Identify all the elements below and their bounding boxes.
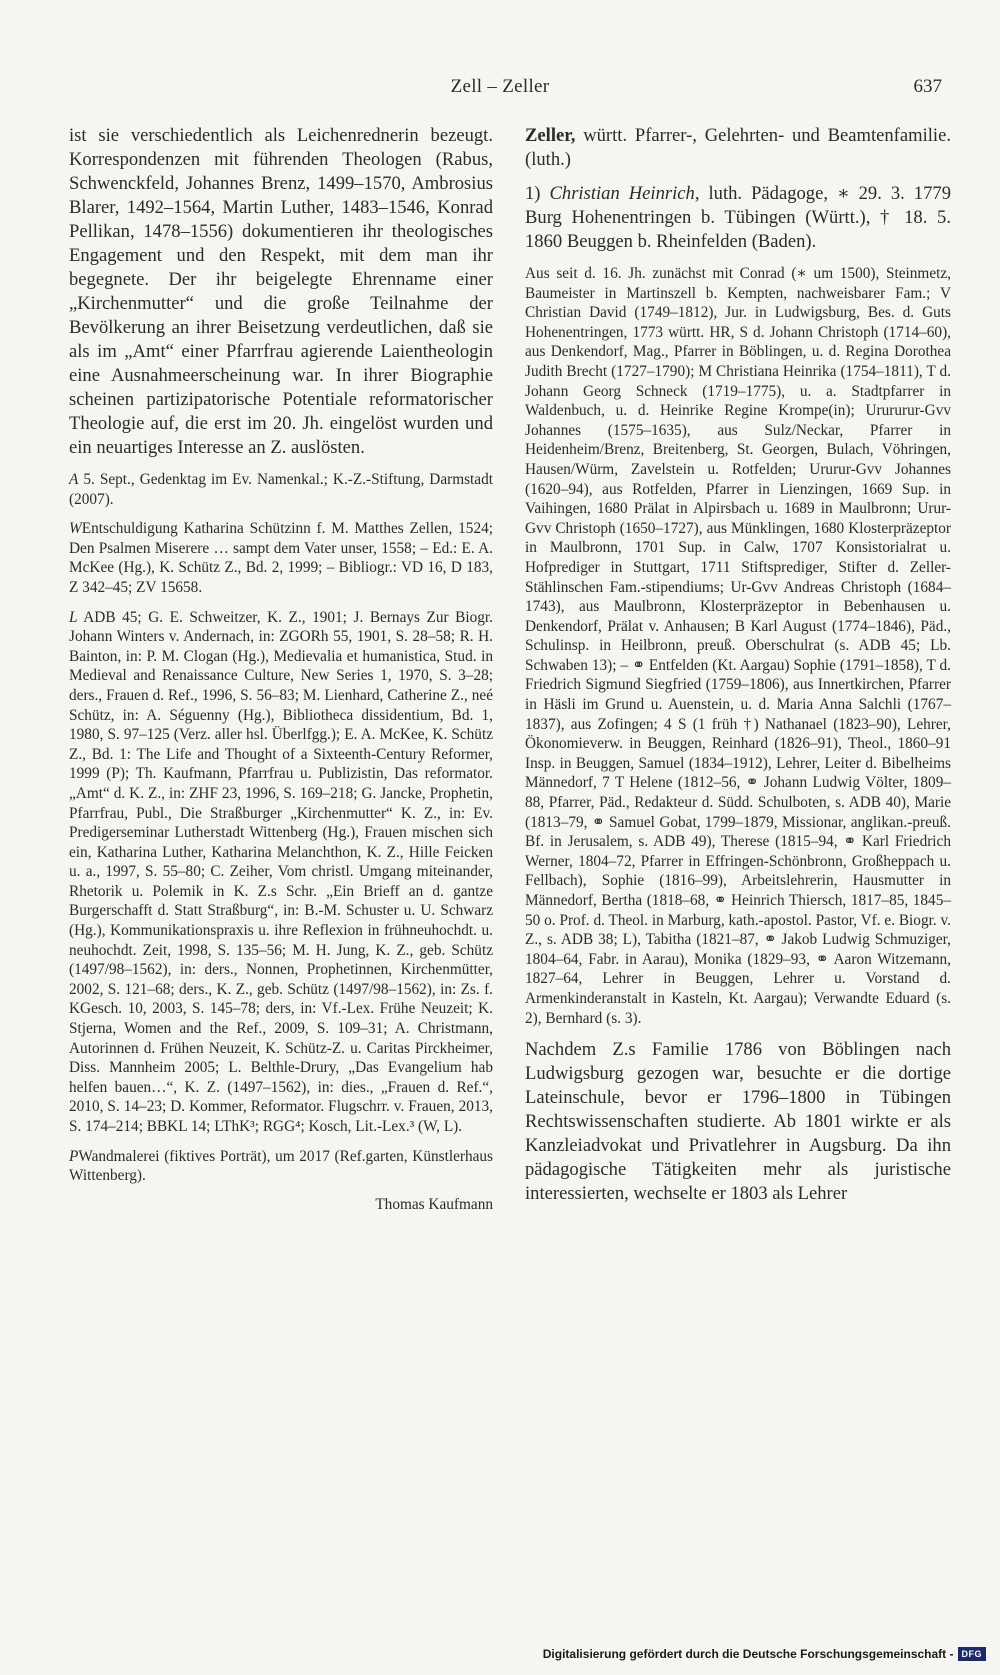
author-signature: Thomas Kaufmann xyxy=(375,1195,493,1213)
right-column xyxy=(525,124,951,1206)
dfg-logo-icon: DFG xyxy=(958,1647,987,1661)
person-name: Christian Heinrich, xyxy=(549,183,700,204)
running-title: Zell – Zeller xyxy=(450,76,550,97)
section-w-label: W xyxy=(69,520,82,538)
page-number: 637 xyxy=(913,76,942,97)
section-p xyxy=(69,1147,493,1186)
article-body-start: Nachdem Z.s Familie 1786 von Böblingen nach Ludwigsburg gezogen war, besuchte er die dortige Lateinschule, bevor er 1796–1800 in Tübingen Rechtswissenschaften studierte. Ab 1801 wirkte er als Kanzleiadvokat und Privatlehrer in Augsburg. Da ihn pädagogische Tätigkeiten mehr als juristische interessierten, wechselte er 1803 als Lehrer xyxy=(525,1039,951,1205)
entry-description: württ. Pfarrer-, Gelehrten- und Beamtenfamilie. (luth.) xyxy=(525,125,951,170)
footer-credit xyxy=(543,1647,986,1661)
section-w-text: Entschuldigung Katharina Schützinn f. M. Matthes Zellen, 1524; Den Psalmen Miserere … sampt dem Vater unser, 1558; – Ed.: E. A. McKee (Hg.), K. Schütz Z., Bd. 2, 1999; – Bibliogr.: VD 16, D 183, Z 342–45; ZV 15658. xyxy=(69,520,493,596)
section-p-text: Wandmalerei (fiktives Porträt), um 2017 (Ref.garten, Künstlerhaus Wittenberg). xyxy=(69,1147,493,1185)
section-a xyxy=(69,470,493,509)
person-heading xyxy=(525,182,951,254)
footer-text: Digitalisierung gefördert durch die Deutsche Forschungsgemeinschaft - xyxy=(542,1647,954,1661)
person-description: luth. Pädagoge, ∗ 29. 3. 1779 Burg Hohenentringen b. Tübingen (Württ.), † 18. 5. 1860 Beuggen b. Rheinfelden (Baden). xyxy=(525,183,951,252)
section-l-label: L xyxy=(69,608,78,626)
entry-heading xyxy=(525,124,951,172)
genealogy-paragraph: Aus seit d. 16. Jh. zunächst mit Conrad (∗ um 1500), Steinmetz, Baumeister in Martinszell b. Kempten, nachweisbarer Fam.; V Christian David (1749–1812), Jur. in Ludwigsburg, Bes. d. Guts Hohenentringen, 1773 württ. HR, S d. Johann Christoph (1714–60), aus Denkendorf, Mag., Pfarrer in Böblingen, u. d. Regina Dorothea Judith Brecht (1727–1790); M Christiana Heinrika (1754–1811), T d. Johann Georg Schneck (1719–1775), u. a. Stadtpfarrer in Waldenbuch, u. d. Heinrike Regine Krompe(in); Urururur-Gvv Johannes (1575–1635), aus Sulz/Neckar, Pfarrer in Heidenheim/Brenz, Breitenberg, St. Georgen, Bulach, Vöhringen, Hausen/Würm, Zavelstein u. Rotfelden; Ururur-Gvv Johannes (1620–94), aus Rotfelden, Pfarrer in Lienzingen, 1669 Sup. in Vaihingen, 1680 Prälat in Alpirsbach u. 1689 in Maulbronn; Urur-Gvv Christoph (1650–1727), aus Münklingen, 1680 Klosterpräzeptor in Maulbronn, 1701 Sup. in Calw, 1707 Konsistorialrat u. Hofprediger in Stuttgart, 1711 Stiftsprediger, Stifter d. Zeller-Stählinschen Fam.-stipendiums; Ur-Gvv Andreas Christoph (1684–1743), aus Maulbronn, Klosterpräzeptor in Bebenhausen u. Denkendorf, Prälat v. Anhausen; B Karl August (1774–1846), Päd., Schulinsp. in Heilbronn, preuß. Oberschulrat (s. ADB 45; Lb. Schwaben 13); – ⚭ Entfelden (Kt. Aargau) Sophie (1791–1858), T d. Friedrich Sigmund Siegfried (1759–1806), aus Innertkirchen, Pfarrer in Häsli im Grund u. Auenstein, u. d. Maria Anna Salchli (1767–1837), aus Zofingen; 4 S (1 früh †) Nathanael (1823–90), Lehrer, Ökonomieverw. in Beuggen, Reinhard (1826–91), Theol., 1860–91 Insp. in Beuggen, Samuel (1834–1912), Lehrer, Leiter d. Bibelheims Männedorf, 7 T Helene (1812–56, ⚭ Johann Ludwig Völter, 1809–88, Pfarrer, Päd., Redakteur d. Südd. Schulboten, s. ADB 40), Marie (1813–79, ⚭ Samuel Gobat, 1799–1879, Missionar, anglikan.-preuß. Bf. in Jerusalem, s. ADB 49), Therese (1815–94, ⚭ Karl Friedrich Werner, 1804–72, Pfarrer in Effringen-Schönbronn, Großheppach u. Fellbach), Sophie (1816–99), Arbeitslehrerin, Hausmutter in Männedorf, Bertha (1818–68, ⚭ Heinrich Thiersch, 1817–85, 1845–50 o. Prof. d. Theol. in Marburg, kath.-apostol. Pastor, Vf. e. Biogr. v. Z., s. ADB 38; L), Tabitha (1821–87, ⚭ Jakob Ludwig Schmuziger, 1804–64, Fabr. in Aarau), Monika (1829–93, ⚭ Aaron Witzemann, 1827–64, Lehrer in Beuggen, Lehrer u. Vorstand d. Armenkinderanstalt in Kasteln, Kt. Aargau); Verwandte Eduard (s. 2), Bernhard (s. 3). xyxy=(525,265,951,1027)
page-header xyxy=(0,76,1000,106)
entry-name: Zeller, xyxy=(525,125,576,146)
section-p-label: P xyxy=(69,1147,79,1165)
section-l-text: ADB 45; G. E. Schweitzer, K. Z., 1901; J. Bernays Zur Biogr. Johann Winters v. Andernach, in: ZGORh 55, 1901, S. 28–58; R. H. Bainton, in: P. M. Clogan (Hg.), Medievalia et humanistica, Stud. in Medieval and Renaissance Culture, New Series 1, 1970, S. 3–28; ders., Frauen d. Ref., 1996, S. 56–83; M. Lienhard, Catherine Z., neé Schütz, in: A. Séguenny (Hg.), Bibliotheca dissidentium, Bd. 1, 1980, S. 97–125 (Verz. aller hsl. Überlfgg.); E. A. McKee, K. Schütz Z., Bd. 1: The Life and Thought of a Sixteenth-Century Reformer, 1999 (P); Th. Kaufmann, Pfarrfrau u. Publizistin, Das reformator. „Amt“ d. K. Z., in: ZHF 23, 1996, S. 169–218; G. Jancke, Prophetin, Pfarrfrau, Publ., Die Straßburger „Kirchenmutter“ K. Z., in: Ev. Predigerseminar Lutherstadt Wittenberg (Hg.), Frauen mischen sich ein, Katharina Luther, Katharina Melanchthon, K. Z., Hille Feicken u. a., 1997, S. 55–80; C. Zeiher, Vom christl. Umgang miteinander, Rhetorik u. Polemik in K. Z.s Schr. „Ein Brieff an d. gantze Burgerschafft d. Statt Straßburg“, in: B.-M. Schuster u. U. Schwarz (Hg.), Kommunikationspraxis u. ihre Reflexion in frühneuhochdt. u. neuhochdt. Zeit, 1998, S. 135–56; M. H. Jung, K. Z., geb. Schütz (1497/98–1562), in: ders., Nonnen, Prophetinnen, Kirchenmütter, 2002, S. 121–68; ders., K. Z., geb. Schütz (1497/98–1562), in: Zs. f. KGesch. 10, 2003, S. 145–78; ders, in: Vf.-Lex. Frühe Neuzeit; K. Stjerna, Women and the Ref., 2009, S. 109–31; A. Christmann, Autorinnen d. Frühen Neuzeit, K. Schütz-Z. u. Caritas Pirckheimer, Diss. Mannheim 2005; L. Belthle-Drury, „Das Evangelium hab helfen bauen…“, K. Z. (1497–1562), in: dies., „Frauen d. Ref.“, 2010, S. 14–23; D. Kommer, Reformator. Flugschrr. v. Frauen, 2013, S. 174–214; BBKL 14; LThK³; RGG⁴; Kosch, Lit.-Lex.³ (W, L). xyxy=(69,608,493,1135)
article-body-end: ist sie verschiedentlich als Leichenrednerin bezeugt. Korrespondenzen mit führenden Theologen (Rabus, Schwenckfeld, Johannes Brenz, 1499–1570, Ambrosius Blarer, 1492–1564, Martin Luther, 1483–1546, Konrad Pellikan, 1478–1556) dokumentieren ihr theologisches Engagement und den Respekt, mit dem man ihr begegnete. Der ihr beigelegte Ehrenname einer „Kirchenmutter“ und die große Teilnahme der Bevölkerung an ihrer Beisetzung verdeutlichen, daß sie als im „Amt“ einer Pfarrfrau agierende Laientheologin eine Ausnahmeerscheinung war. In ihrer Biographie scheinen partizipatorische Potentiale reformatorischer Theologie auf, die erst im 20. Jh. eingelöst wurden und ein neuartiges Interesse an Z. auslösten. xyxy=(69,125,493,458)
section-l xyxy=(69,608,493,1137)
section-a-text: 5. Sept., Gedenktag im Ev. Namenkal.; K.-Z.-Stiftung, Darmstadt (2007). xyxy=(69,471,493,508)
person-number: 1) xyxy=(525,183,541,204)
section-w xyxy=(69,519,493,597)
section-a-label: A xyxy=(69,471,79,488)
left-column xyxy=(69,124,493,1214)
